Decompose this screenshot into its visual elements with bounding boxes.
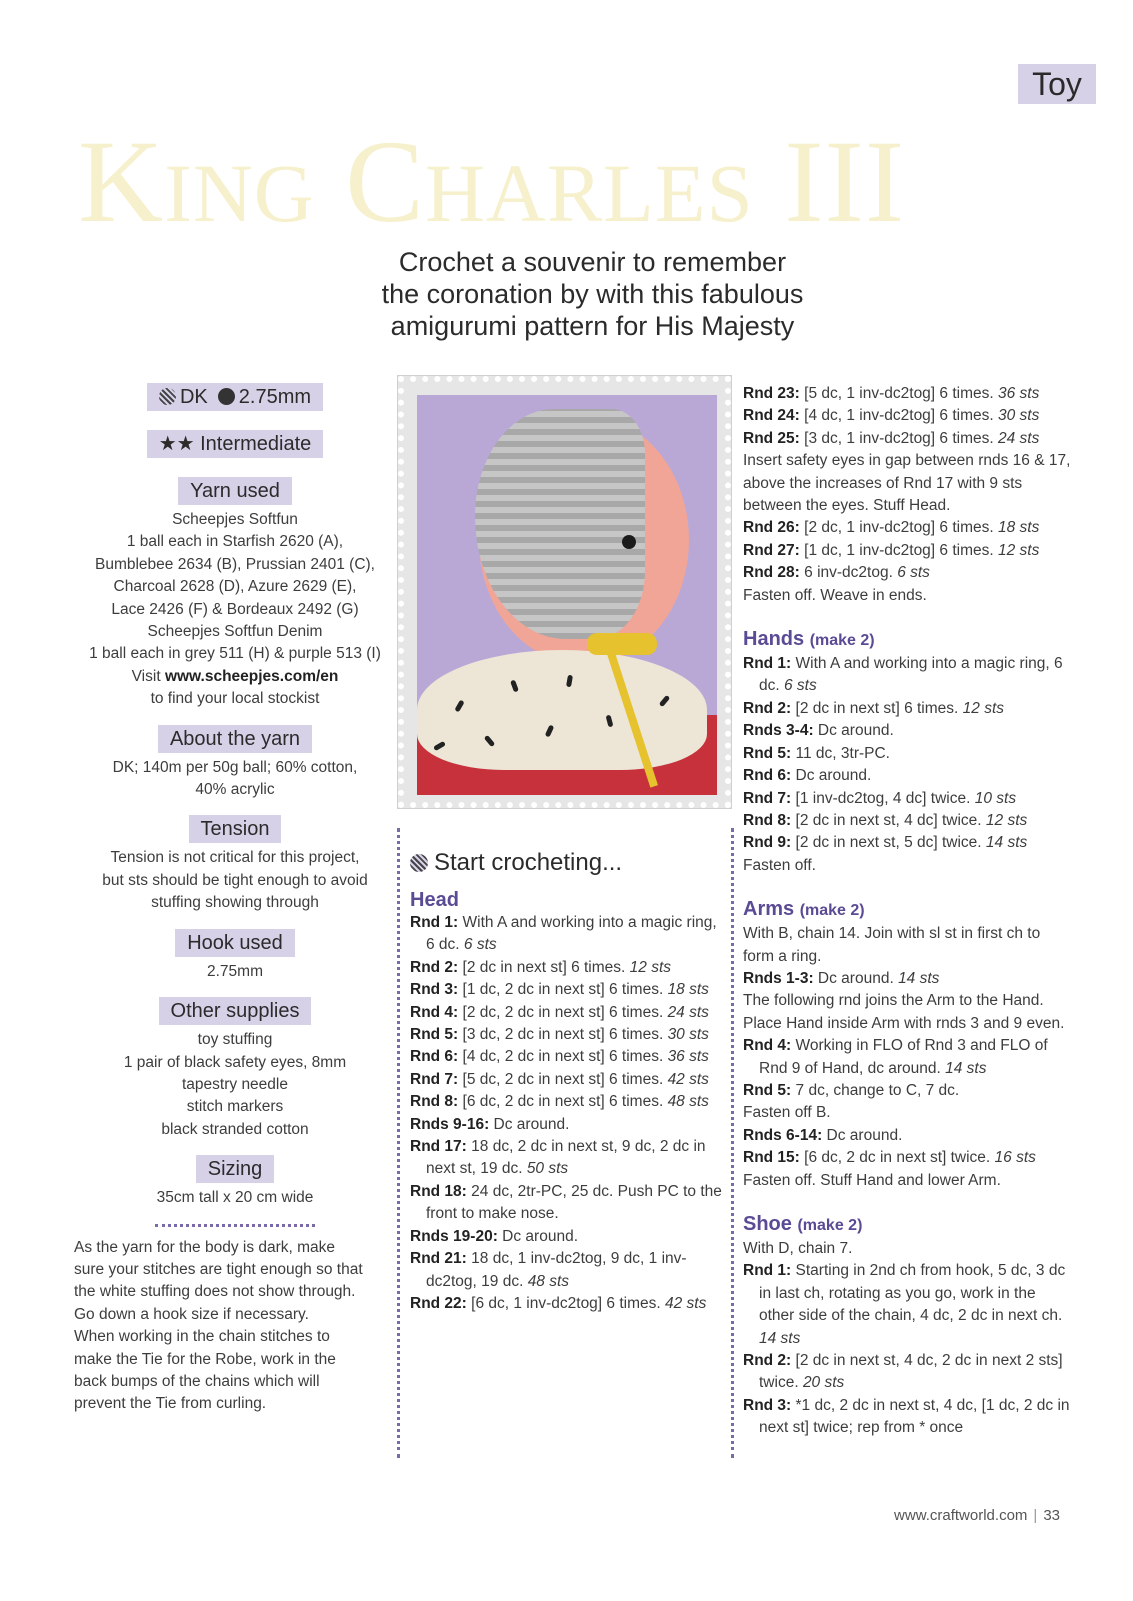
yarn-used-body xyxy=(60,509,410,711)
stitch-count: 16 sts xyxy=(994,1149,1036,1167)
round-text: Fasten off. Stuff Hand and lower Arm. xyxy=(743,1171,1001,1189)
stitch-count: 10 sts xyxy=(974,789,1017,807)
round-label: Rnd 23: xyxy=(743,385,800,402)
stitch-count: 24 sts xyxy=(667,1003,709,1021)
round-label: Rnd 22: xyxy=(410,1294,467,1312)
round-text: [4 dc, 1 inv-dc2tog] 6 times. xyxy=(799,407,998,425)
round-text: *1 dc, 2 dc in next st, 4 dc, [1 dc, 2 dc in next st] twice; rep from * once xyxy=(759,1396,1070,1437)
round-text: 18 dc, 2 dc in next st, 9 dc, 2 dc in next st, 19 dc. xyxy=(426,1138,706,1178)
round-label: Rnd 8: xyxy=(410,1093,459,1111)
round-label: Rnd 26: xyxy=(743,519,800,537)
round-text: [2 dc in next st, 4 dc] twice. xyxy=(791,811,986,829)
round-label: Rnd 1: xyxy=(743,655,792,673)
hands-rounds xyxy=(743,653,1073,877)
round-label: Rnd 18: xyxy=(410,1182,467,1200)
stitch-count: 14 sts xyxy=(945,1059,987,1077)
section-title: Arms xyxy=(743,898,795,921)
round-text: Dc around. xyxy=(822,1126,903,1144)
section-heading: Sizing xyxy=(196,1155,274,1183)
round-line xyxy=(410,1181,725,1226)
round-text: [2 dc in next st, 5 dc] twice. xyxy=(791,834,986,852)
text-line: to find your local stockist xyxy=(150,690,320,708)
round-line xyxy=(743,1035,1073,1080)
round-text: [3 dc, 2 dc in next st] 6 times. xyxy=(458,1026,668,1044)
other-supplies-body xyxy=(60,1029,410,1141)
round-text: The following rnd joins the Arm to the Hand. Place Hand inside Arm with rnds 3 and 9 even. xyxy=(743,992,1065,1032)
text-line: When working in the chain stitches to xyxy=(74,1328,330,1346)
divider xyxy=(155,1224,315,1227)
round-text: Fasten off. xyxy=(743,856,816,874)
shoe-heading xyxy=(743,1212,1073,1238)
round-line xyxy=(410,979,725,1001)
photo-stamp-frame xyxy=(398,376,731,808)
section-title: Hands xyxy=(743,628,805,651)
text-line: 1 ball each in Starfish 2620 (A), xyxy=(126,533,344,551)
round-line xyxy=(743,765,1073,787)
round-label: Rnd 25: xyxy=(743,429,800,447)
round-text: Dc around. xyxy=(813,722,894,740)
text-line: 1 ball each in grey 511 (H) & purple 513 (I) xyxy=(89,645,381,663)
round-line xyxy=(743,562,1073,584)
stitch-count: 12 sts xyxy=(985,811,1028,829)
round-label: Rnd 7: xyxy=(410,1070,459,1088)
round-text: Fasten off B. xyxy=(743,1104,831,1122)
tension-body xyxy=(60,847,410,914)
round-label: Rnd 5: xyxy=(743,1081,792,1099)
round-text: With A and working into a magic ring, 6 dc. xyxy=(426,914,717,954)
head-heading: Head xyxy=(410,889,459,911)
section-heading: Hook used xyxy=(175,929,295,957)
stitch-count: 14 sts xyxy=(898,969,940,987)
text-line: Bumblebee 2634 (B), Prussian 2401 (C), xyxy=(94,555,375,573)
stitch-count: 6 sts xyxy=(897,564,930,582)
text-line: Tension is not critical for this project, xyxy=(110,849,360,867)
stitch-count: 36 sts xyxy=(998,385,1040,402)
round-label: Rnd 24: xyxy=(743,407,800,425)
round-label: Rnd 6: xyxy=(410,1048,459,1066)
round-label: Rnds 9-16: xyxy=(410,1115,490,1133)
stitch-count: 14 sts xyxy=(985,834,1028,852)
sizing-section xyxy=(60,1155,410,1209)
round-line xyxy=(743,1350,1073,1395)
round-text: [1 dc, 1 inv-dc2tog] 6 times. xyxy=(799,541,998,559)
round-text: With D, chain 7. xyxy=(743,1240,853,1257)
text-line: make the Tie for the Robe, work in the xyxy=(74,1350,336,1368)
make-count: (make 2) xyxy=(809,632,875,650)
round-text: 18 dc, 1 inv-dc2tog, 9 dc, 1 inv-dc2tog, 19 dc. xyxy=(426,1250,687,1290)
round-text: 7 dc, change to C, 7 dc. xyxy=(791,1081,960,1099)
round-label: Rnd 5: xyxy=(743,744,792,762)
text-line: 1 pair of black safety eyes, 8mm xyxy=(123,1053,347,1071)
skill-level-badge: ★★ Intermediate xyxy=(147,430,324,458)
info-sidebar xyxy=(60,383,410,1416)
shoe-rounds xyxy=(743,1238,1073,1440)
round-line xyxy=(743,540,1073,562)
round-line xyxy=(410,1069,725,1091)
supplier-link[interactable]: www.scheepjes.com/en xyxy=(164,667,339,685)
round-label: Rnd 9: xyxy=(743,834,792,852)
round-line xyxy=(743,810,1073,832)
text-line: the white stuffing does not show through. xyxy=(74,1283,356,1301)
stitch-count: 24 sts xyxy=(998,429,1040,447)
round-label: Rnd 28: xyxy=(743,564,800,582)
text-line: black stranded cotton xyxy=(161,1120,309,1138)
round-text: 11 dc, 3tr-PC. xyxy=(791,744,890,762)
round-line xyxy=(743,585,1073,607)
round-text: [6 dc, 2 dc in next st] twice. xyxy=(799,1149,995,1167)
round-line xyxy=(743,517,1073,539)
round-line xyxy=(743,1125,1073,1147)
spec-row xyxy=(60,383,410,411)
stitch-count: 50 sts xyxy=(526,1160,569,1178)
round-line xyxy=(410,1248,725,1293)
round-label: Rnd 4: xyxy=(743,1037,792,1055)
round-text: [4 dc, 2 dc in next st] 6 times. xyxy=(458,1048,668,1066)
round-line xyxy=(743,1102,1073,1124)
round-label: Rnd 4: xyxy=(410,1003,459,1021)
text-line: stitch markers xyxy=(186,1098,284,1116)
round-text: [1 inv-dc2tog, 4 dc] twice. xyxy=(791,789,975,807)
text-line: 40% acrylic xyxy=(195,781,275,799)
other-supplies-section xyxy=(60,997,410,1141)
round-text: [2 dc in next st] 6 times. xyxy=(791,699,963,717)
round-line xyxy=(410,912,725,957)
yarn-used-section xyxy=(60,477,410,711)
weight-hook-badge xyxy=(147,383,323,411)
round-line xyxy=(410,1293,725,1315)
doll-eye xyxy=(622,535,636,549)
round-text: Dc around. xyxy=(497,1227,579,1245)
round-label: Rnd 8: xyxy=(743,811,792,829)
text-line: Scheepjes Softfun Denim xyxy=(147,623,323,641)
stitch-count: 42 sts xyxy=(665,1294,707,1312)
stitch-count: 30 sts xyxy=(998,407,1040,425)
text-line: 35cm tall x 20 cm wide xyxy=(156,1189,314,1207)
round-text: With B, chain 14. Join with sl st in first ch to form a ring. xyxy=(743,925,1041,965)
level-row xyxy=(60,430,410,458)
stitch-count: 12 sts xyxy=(998,541,1040,559)
section-heading: Tension xyxy=(189,815,282,843)
round-text: Insert safety eyes in gap between rnds 16 & 17, above the increases of Rnd 17 with 9 sts between the eyes. Stuff Head. xyxy=(743,452,1071,515)
round-label: Rnd 7: xyxy=(743,789,792,807)
round-line xyxy=(410,957,725,979)
round-line xyxy=(743,653,1073,698)
yarn-ball-icon xyxy=(159,388,176,405)
subtitle-line: Crochet a souvenir to remember xyxy=(398,247,787,277)
start-heading-text: Start crocheting... xyxy=(434,849,623,876)
round-line xyxy=(743,923,1073,968)
round-label: Rnd 3: xyxy=(743,1396,792,1414)
text-line: prevent the Tie from curling. xyxy=(74,1395,267,1413)
make-count: (make 2) xyxy=(799,902,865,920)
round-text: [2 dc, 1 inv-dc2tog] 6 times. xyxy=(799,519,998,537)
round-label: Rnd 6: xyxy=(743,767,792,785)
round-line xyxy=(743,720,1073,742)
tips-note xyxy=(60,1237,410,1416)
round-label: Rnd 21: xyxy=(410,1250,467,1268)
round-label: Rnd 1: xyxy=(410,914,459,931)
make-count: (make 2) xyxy=(797,1217,863,1234)
stitch-count: 30 sts xyxy=(667,1026,709,1044)
stitch-count: 48 sts xyxy=(527,1272,570,1290)
visit-prefix: Visit xyxy=(131,667,165,685)
head-rounds-continued xyxy=(743,383,1073,607)
hook-size: 2.75mm xyxy=(238,386,312,408)
doll-ermine-cape xyxy=(417,650,707,770)
stitch-count: 42 sts xyxy=(667,1070,709,1088)
text-line: DK; 140m per 50g ball; 60% cotton, xyxy=(112,758,358,776)
round-label: Rnds 6-14: xyxy=(743,1126,823,1144)
round-text: [5 dc, 1 inv-dc2tog] 6 times. xyxy=(799,385,998,402)
round-label: Rnd 1: xyxy=(743,1262,792,1280)
doll-tie xyxy=(587,633,657,655)
round-line xyxy=(410,1114,725,1136)
round-text: 24 dc, 2tr-PC, 25 dc. Push PC to the front to make nose. xyxy=(426,1182,722,1223)
round-line xyxy=(743,1238,1073,1260)
round-line xyxy=(743,855,1073,877)
round-label: Rnds 1-3: xyxy=(743,969,814,987)
round-text: [1 dc, 2 dc in next st] 6 times. xyxy=(458,981,668,999)
round-text: With A and working into a magic ring, 6 dc. xyxy=(759,655,1063,695)
round-label: Rnd 2: xyxy=(410,958,459,976)
round-text: [6 dc, 2 dc in next st] 6 times. xyxy=(458,1093,668,1111)
stitch-count: 6 sts xyxy=(463,936,497,954)
footer-site-link[interactable]: www.craftworld.com xyxy=(894,1507,1028,1524)
tension-section xyxy=(60,815,410,914)
round-text: [3 dc, 1 inv-dc2tog] 6 times. xyxy=(799,429,998,447)
round-line xyxy=(743,383,1073,405)
subtitle-line: amigurumi pattern for His Majesty xyxy=(390,311,795,341)
hook-icon xyxy=(218,388,235,405)
round-text: Starting in 2nd ch from hook, 5 dc, 3 dc in last ch, rotating as you go, work in the other side of the chain, 4 dc, 2 dc in next ch. xyxy=(759,1262,1066,1325)
arms-rounds xyxy=(743,923,1073,1192)
round-line xyxy=(743,428,1073,450)
start-heading xyxy=(410,848,725,878)
text-line: Charcoal 2628 (D), Azure 2629 (E), xyxy=(113,578,357,596)
round-line xyxy=(743,1170,1073,1192)
round-line xyxy=(410,1091,725,1113)
round-label: Rnd 27: xyxy=(743,541,800,559)
page-footer xyxy=(860,1505,1060,1527)
round-line xyxy=(743,698,1073,720)
round-line xyxy=(743,1080,1073,1102)
head-rounds xyxy=(410,912,725,1315)
round-line xyxy=(743,990,1073,1035)
stitch-count: 48 sts xyxy=(667,1093,709,1111)
round-line xyxy=(743,1395,1073,1440)
hook-used-body xyxy=(60,961,410,983)
footer-divider: | xyxy=(1033,1507,1038,1524)
yarn-weight: DK xyxy=(179,386,208,408)
text-line: toy stuffing xyxy=(197,1031,273,1049)
section-heading: Yarn used xyxy=(178,477,292,505)
text-line xyxy=(60,666,410,688)
hook-used-section xyxy=(60,929,410,983)
pattern-column-middle xyxy=(397,828,734,1458)
subtitle-line: the coronation by with this fabulous xyxy=(381,279,804,309)
round-line xyxy=(743,832,1073,854)
text-line: 2.75mm xyxy=(207,962,263,980)
round-text: [5 dc, 2 dc in next st] 6 times. xyxy=(458,1070,668,1088)
page-number: 33 xyxy=(1043,1507,1060,1524)
about-yarn-body xyxy=(60,757,410,802)
round-label: Rnds 3-4: xyxy=(743,722,814,740)
round-text: Dc around. xyxy=(813,969,899,987)
text-line: back bumps of the chains which will xyxy=(74,1372,320,1390)
section-title: Shoe xyxy=(743,1213,792,1235)
round-label: Rnd 15: xyxy=(743,1149,800,1167)
round-line xyxy=(743,968,1073,990)
round-line xyxy=(743,405,1073,427)
round-line xyxy=(743,1147,1073,1169)
round-line xyxy=(410,1136,725,1181)
round-line xyxy=(743,1260,1073,1350)
section-tag: Toy xyxy=(1018,64,1096,104)
yarn-ball-icon xyxy=(410,854,428,872)
round-label: Rnd 17: xyxy=(410,1138,467,1156)
round-label: Rnd 2: xyxy=(743,699,792,717)
round-text: [2 dc, 2 dc in next st] 6 times. xyxy=(458,1003,668,1021)
subtitle xyxy=(300,246,885,342)
round-text: [6 dc, 1 inv-dc2tog] 6 times. xyxy=(466,1294,665,1312)
about-yarn-section xyxy=(60,725,410,802)
round-line xyxy=(743,788,1073,810)
hands-heading xyxy=(743,627,1073,653)
text-line: Go down a hook size if necessary. xyxy=(74,1305,309,1323)
text-line: Lace 2426 (F) & Bordeaux 2492 (G) xyxy=(111,600,359,618)
section-heading: About the yarn xyxy=(158,725,312,753)
stitch-count: 14 sts xyxy=(759,1329,801,1347)
text-line: but sts should be tight enough to avoid xyxy=(102,871,368,889)
round-text: [2 dc in next st] 6 times. xyxy=(458,958,630,976)
text-line: As the yarn for the body is dark, make xyxy=(74,1238,336,1256)
arms-heading xyxy=(743,897,1073,923)
text-line: stuffing showing through xyxy=(151,894,319,912)
round-label: Rnds 19-20: xyxy=(410,1227,498,1245)
stitch-count: 6 sts xyxy=(783,677,817,695)
text-line: sure your stitches are tight enough so that xyxy=(74,1260,363,1278)
stitch-count: 12 sts xyxy=(962,699,1005,717)
round-line xyxy=(410,1024,725,1046)
stitch-count: 20 sts xyxy=(802,1374,845,1392)
round-text: Dc around. xyxy=(489,1115,570,1133)
round-line xyxy=(743,450,1073,517)
pattern-column-right xyxy=(743,383,1073,1440)
stitch-count: 18 sts xyxy=(998,519,1040,537)
round-text: Dc around. xyxy=(791,767,872,785)
round-label: Rnd 5: xyxy=(410,1026,459,1044)
round-label: Rnd 2: xyxy=(743,1352,792,1370)
round-line xyxy=(410,1046,725,1068)
round-line xyxy=(410,1002,725,1024)
section-heading: Other supplies xyxy=(159,997,312,1025)
sizing-body xyxy=(60,1187,410,1209)
text-line: tapestry needle xyxy=(182,1075,288,1093)
amigurumi-king-photo xyxy=(417,395,717,795)
stitch-count: 12 sts xyxy=(629,958,672,976)
round-text: Fasten off. Weave in ends. xyxy=(743,586,927,604)
text-line: Scheepjes Softfun xyxy=(172,511,298,528)
round-line xyxy=(743,743,1073,765)
stitch-count: 36 sts xyxy=(667,1048,709,1066)
round-text: 6 inv-dc2tog. xyxy=(799,564,898,582)
round-text: [2 dc in next st, 4 dc, 2 dc in next 2 sts] twice. xyxy=(759,1352,1063,1392)
stitch-count: 18 sts xyxy=(667,981,709,999)
round-line xyxy=(410,1226,725,1248)
page-title: King Charles III xyxy=(78,116,906,247)
round-text: Working in FLO of Rnd 3 and FLO of Rnd 9 of Hand, dc around. xyxy=(759,1037,1048,1077)
round-label: Rnd 3: xyxy=(410,981,459,999)
